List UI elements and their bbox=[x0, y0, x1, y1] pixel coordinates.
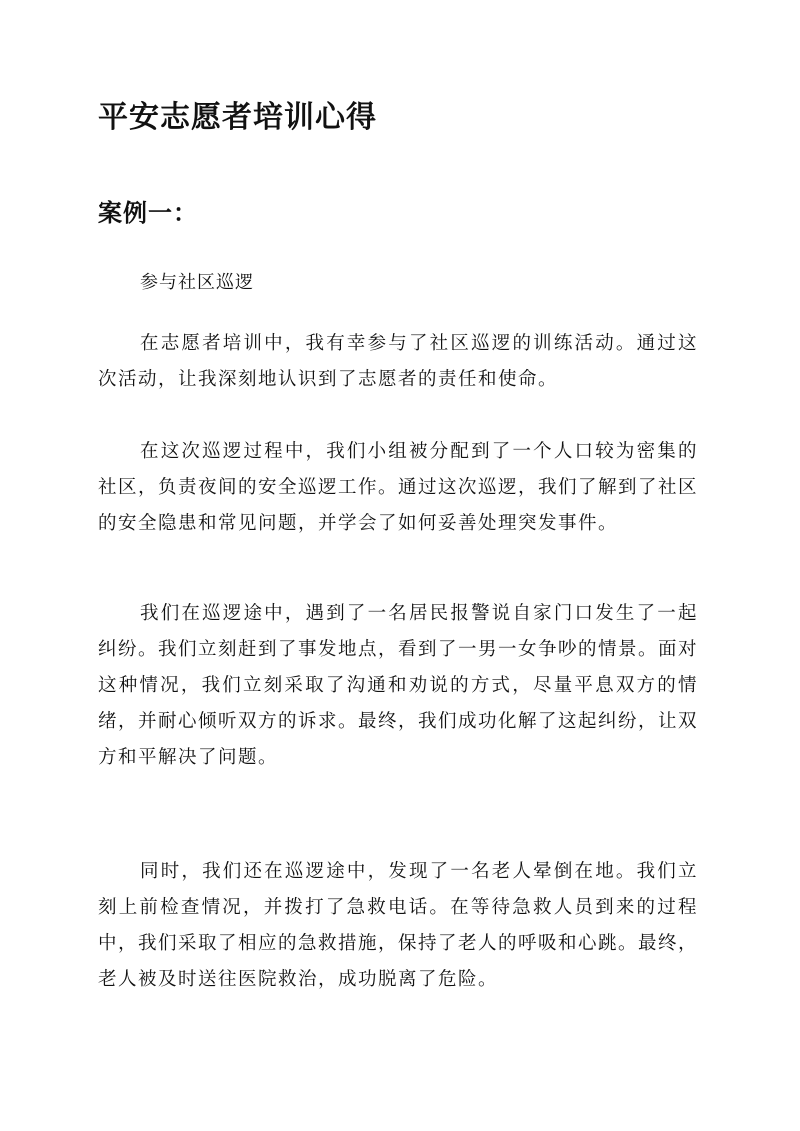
body-paragraph: 同时，我们还在巡逻途中，发现了一名老人晕倒在地。我们立刻上前检查情况，并拨打了急救电话。在等待急救人员到来的过程中，我们采取了相应的急救措施，保持了老人的呼吸和心跳。最终，老人被及时送往医院救治，成功脱离了危险。 bbox=[98, 861, 699, 990]
section-subheading: 参与社区巡逻 bbox=[140, 272, 254, 293]
body-paragraph: 我们在巡逻途中，遇到了一名居民报警说自家门口发生了一起纠纷。我们立刻赶到了事发地点，看到了一男一女争吵的情景。面对这种情况，我们立刻采取了沟通和劝说的方式，尽量平息双方的情绪，并耐心倾听双方的诉求。最终，我们成功化解了这起纠纷，让双方和平解决了问题。 bbox=[98, 603, 699, 768]
body-paragraph: 在志愿者培训中，我有幸参与了社区巡逻的训练活动。通过这次活动，让我深刻地认识到了志愿者的责任和使命。 bbox=[98, 333, 698, 390]
document-title: 平安志愿者培训心得 bbox=[98, 100, 377, 135]
case-heading: 案例一： bbox=[98, 198, 198, 227]
body-paragraph: 在这次巡逻过程中，我们小组被分配到了一个人口较为密集的社区，负责夜间的安全巡逻工作。通过这次巡逻，我们了解到了社区的安全隐患和常见问题，并学会了如何妥善处理突发事件。 bbox=[98, 441, 699, 534]
